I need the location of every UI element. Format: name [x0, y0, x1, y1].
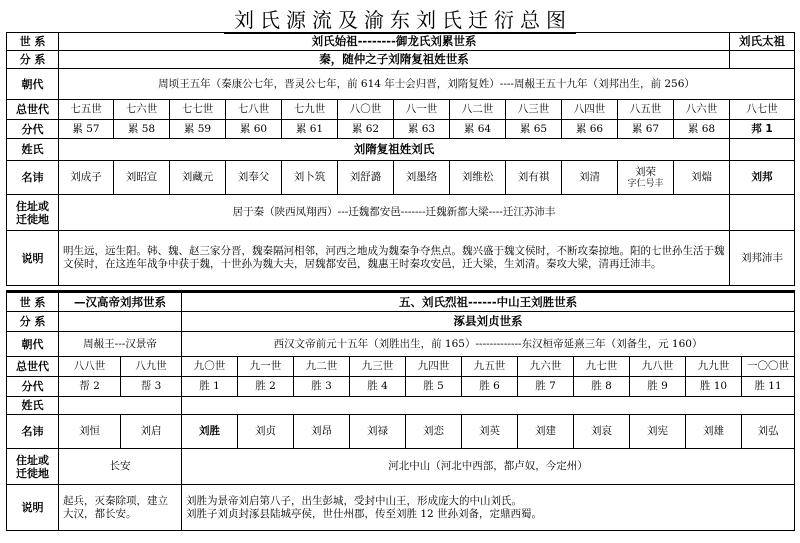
row-label-branch: 分 系 [7, 51, 59, 69]
notes-left: 起兵，灭秦除项，建立大汉，都长安。 [59, 485, 182, 531]
row-label-residence: 住址或 迁徙地 [7, 195, 59, 231]
notes-right-line-1: 刘胜为景帝刘启第八子，出生彭城，受封中山王，形成庞大的中山刘氏。 [186, 494, 522, 507]
generation-cell: 九一世 [238, 357, 294, 377]
row-label-branch-generation: 分代 [7, 377, 59, 397]
lineage-header-right: 刘氏太祖 [730, 33, 795, 51]
generation-cell: 七七世 [170, 100, 226, 120]
name-cell: 刘哀 [574, 415, 630, 449]
generation-cell: 八〇世 [338, 100, 394, 120]
generation-cell: 八七世 [730, 100, 795, 120]
branch-header: 秦，随仲之子刘隋复祖姓世系 [59, 51, 730, 69]
branch-generation-cell: 累 59 [170, 120, 226, 139]
name-cell: 刘弘 [742, 415, 795, 449]
branch-generation-cell: 邦 1 [730, 120, 795, 139]
generation-cell: 九五世 [462, 357, 518, 377]
name-cell: 刘禄 [350, 415, 406, 449]
residence-left: 长安 [59, 449, 182, 485]
era-left: 周赧王---汉景帝 [59, 332, 182, 357]
row-label-surname: 姓氏 [7, 397, 59, 415]
notes-right-line-2: 刘胜子刘贞封涿县陆城亭侯，世仕州郡，传至刘胜 12 世孙刘备，定鼎西蜀。 [186, 507, 543, 520]
notes-text: 明生远，远生阳。韩、魏、赵三家分晋，魏秦隔河相邻，河西之地成为魏秦争夺焦点。魏兴盛于魏文侯时，不断攻秦掠地。阳的七世孙生活于魏文侯时，在这连年战争中获于魏，十世孙为魏大夫，居魏都安邑，魏惠王时秦攻安邑，迁大梁，生刘清。秦攻大梁，清再迁沛丰。 [59, 231, 730, 286]
row-label-generation: 总世代 [7, 100, 59, 120]
residence-row [7, 195, 795, 231]
name-cell: 刘贞 [238, 415, 294, 449]
surname-empty [59, 397, 182, 415]
residence-text: 居于秦（陕西凤翔西）---迁魏都安邑-------迁魏新都大梁----迁江苏沛丰 [59, 195, 730, 231]
name-cell: 刘清 [562, 161, 618, 195]
names-row [7, 161, 795, 195]
lineage-row [7, 292, 795, 312]
branch-generation-row [7, 120, 795, 139]
row-label-lineage: 世 系 [7, 33, 59, 51]
row-label-names: 名讳 [7, 415, 59, 449]
generation-cell: 九八世 [630, 357, 686, 377]
generation-cell: 七九世 [282, 100, 338, 120]
branch-generation-cell: 胜 10 [686, 377, 742, 397]
branch-generation-cell: 胜 9 [630, 377, 686, 397]
branch-generation-cell: 胜 8 [574, 377, 630, 397]
branch-row [7, 312, 795, 332]
row-label-residence: 住址或 迁徙地 [7, 449, 59, 485]
lineage-table-part2 [6, 290, 795, 531]
notes-right [182, 485, 795, 531]
name-cell: 刘邦 [730, 161, 795, 195]
row-label-era: 朝代 [7, 69, 59, 100]
row-label-era: 朝代 [7, 332, 59, 357]
generation-cell: 八八世 [59, 357, 121, 377]
generation-row [7, 100, 795, 120]
era-row [7, 332, 795, 357]
name-cell: 刘墨络 [394, 161, 450, 195]
generation-cell: 九九世 [686, 357, 742, 377]
name-cell: 刘煓 [674, 161, 730, 195]
branch-generation-cell: 累 68 [674, 120, 730, 139]
branch-generation-cell: 胜 5 [406, 377, 462, 397]
branch-generation-cell: 胜 2 [238, 377, 294, 397]
lineage-header: 刘氏始祖--------御龙氏刘累世系 [59, 33, 730, 51]
name-cell: 刘宪 [630, 415, 686, 449]
name-cell: 刘昂 [294, 415, 350, 449]
lineage-header-left: —汉高帝刘邦世系 [59, 292, 182, 312]
name-cell: 刘奉父 [226, 161, 282, 195]
branch-generation-cell: 累 62 [338, 120, 394, 139]
branch-generation-cell: 胜 11 [742, 377, 795, 397]
branch-generation-cell: 胜 4 [350, 377, 406, 397]
notes-right: 刘邦沛丰 [730, 231, 795, 286]
surname-empty [730, 139, 795, 161]
branch-generation-cell: 累 64 [450, 120, 506, 139]
branch-generation-cell: 帮 2 [59, 377, 121, 397]
branch-generation-cell: 帮 3 [121, 377, 182, 397]
generation-cell: 八一世 [394, 100, 450, 120]
branch-generation-cell: 胜 1 [182, 377, 238, 397]
generation-cell: 八六世 [674, 100, 730, 120]
name-cell: 刘恋 [406, 415, 462, 449]
surname-row [7, 139, 795, 161]
name-text: 刘荣 [635, 165, 656, 178]
branch-generation-cell: 胜 6 [462, 377, 518, 397]
generation-row [7, 357, 795, 377]
name-cell: 刘卜筑 [282, 161, 338, 195]
name-cell: 刘昭宣 [114, 161, 170, 195]
generation-cell: 八九世 [121, 357, 182, 377]
name-cell: 刘启 [121, 415, 182, 449]
residence-row [7, 449, 795, 485]
notes-row [7, 231, 795, 286]
row-label-branch: 分 系 [7, 312, 59, 332]
era-row [7, 69, 795, 100]
name-cell: 刘藏元 [170, 161, 226, 195]
generation-cell: 九七世 [574, 357, 630, 377]
row-label-generation: 总世代 [7, 357, 59, 377]
era-right: 西汉文帝前元十五年（刘胜出生，前 165）-------------东汉桓帝延熹三年（刘备生，元 160） [182, 332, 795, 357]
branch-generation-cell: 累 57 [59, 120, 114, 139]
name-cell: 刘建 [518, 415, 574, 449]
row-label-notes: 说明 [7, 485, 59, 531]
generation-cell: 八三世 [506, 100, 562, 120]
generation-cell: 七八世 [226, 100, 282, 120]
branch-generation-cell: 累 63 [394, 120, 450, 139]
generation-cell: 七五世 [59, 100, 114, 120]
generation-cell: 九六世 [518, 357, 574, 377]
name-cell: 刘英 [462, 415, 518, 449]
branch-row [7, 51, 795, 69]
name-cell: 刘成子 [59, 161, 114, 195]
generation-cell: 一〇〇世 [742, 357, 795, 377]
generation-cell: 九三世 [350, 357, 406, 377]
branch-generation-row [7, 377, 795, 397]
generation-cell: 七六世 [114, 100, 170, 120]
surname-text: 刘隋复祖姓刘氏 [59, 139, 730, 161]
page-title: 刘氏源流及渝东刘氏迁衍总图 [0, 4, 800, 33]
names-row [7, 415, 795, 449]
name-cell: 刘有祺 [506, 161, 562, 195]
surname-row [7, 397, 795, 415]
lineage-table-part1 [6, 32, 795, 286]
branch-header: 涿县刘贞世系 [182, 312, 795, 332]
residence-empty [730, 195, 795, 231]
generation-cell: 九二世 [294, 357, 350, 377]
residence-right: 河北中山（河北中西部，都卢奴，今定州） [182, 449, 795, 485]
row-label-surname: 姓氏 [7, 139, 59, 161]
branch-empty [730, 51, 795, 69]
branch-generation-cell: 胜 7 [518, 377, 574, 397]
notes-row [7, 485, 795, 531]
generation-cell: 九〇世 [182, 357, 238, 377]
row-label-notes: 说明 [7, 231, 59, 286]
generation-cell: 九四世 [406, 357, 462, 377]
name-cell [618, 161, 674, 195]
row-label-names: 名讳 [7, 161, 59, 195]
name-cell: 刘维松 [450, 161, 506, 195]
name-cell: 刘胜 [182, 415, 238, 449]
branch-generation-cell: 累 60 [226, 120, 282, 139]
lineage-header-right: 五、刘氏烈祖------中山王刘胜世系 [182, 292, 795, 312]
name-cell: 刘恒 [59, 415, 121, 449]
branch-empty [59, 312, 182, 332]
branch-generation-cell: 累 58 [114, 120, 170, 139]
branch-generation-cell: 累 66 [562, 120, 618, 139]
name-note: 字仁号丰 [627, 178, 664, 189]
surname-empty [182, 397, 795, 415]
branch-generation-cell: 累 61 [282, 120, 338, 139]
row-label-branch-generation: 分代 [7, 120, 59, 139]
name-cell: 刘雄 [686, 415, 742, 449]
name-cell: 刘舒潞 [338, 161, 394, 195]
branch-generation-cell: 累 65 [506, 120, 562, 139]
lineage-row [7, 33, 795, 51]
branch-generation-cell: 累 67 [618, 120, 674, 139]
row-label-lineage: 世 系 [7, 292, 59, 312]
era-text: 周顷王五年（秦康公七年，晋灵公七年，前 614 年士会归晋，刘隋复姓）----周赧王五十九年（刘邦出生，前 256） [59, 69, 795, 100]
generation-cell: 八二世 [450, 100, 506, 120]
generation-cell: 八四世 [562, 100, 618, 120]
branch-generation-cell: 胜 3 [294, 377, 350, 397]
generation-cell: 八五世 [618, 100, 674, 120]
